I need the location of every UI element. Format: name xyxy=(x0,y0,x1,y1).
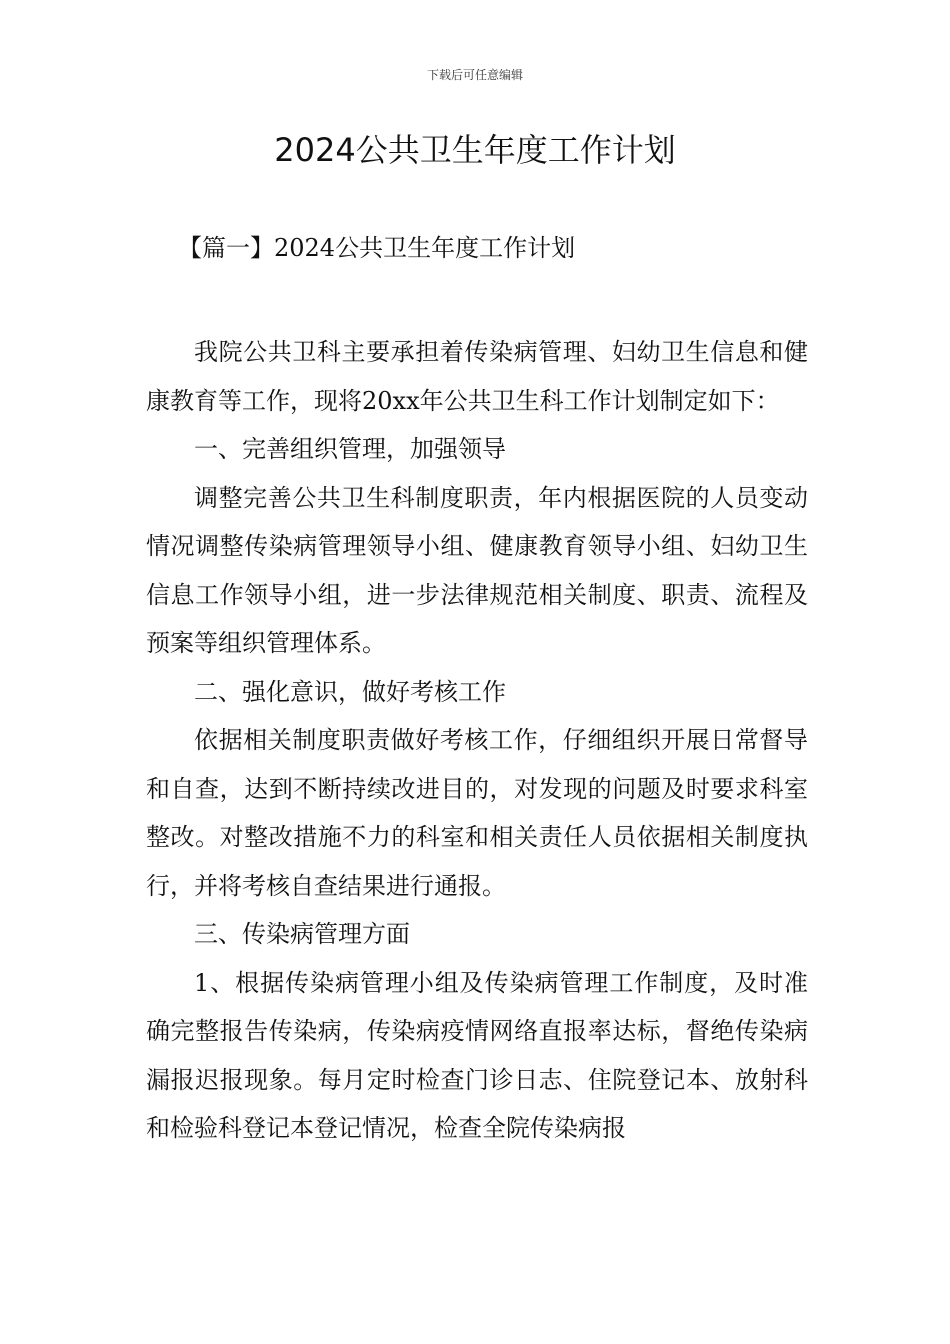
header-note: 下载后可任意编辑 xyxy=(426,68,523,82)
document-title: 2024公共卫生年度工作计划 xyxy=(274,131,676,169)
section-heading: 【篇一】2024公共卫生年度工作计划 xyxy=(178,234,576,262)
paragraph-item-3-1: 1、根据传染病管理小组及传染病管理工作制度，及时准确完整报告传染病，传染病疫情网络直报率达标，督绝传染病漏报迟报现象。每月定时检查门诊日志、住院登记本、放射科和检验科登记本登记情况，检查全院传染病报 xyxy=(146,968,808,1142)
heading-item-2: 二、强化意识，做好考核工作 xyxy=(194,677,506,706)
document-body xyxy=(146,328,808,1153)
paragraph-intro: 我院公共卫科主要承担着传染病管理、妇幼卫生信息和健康教育等工作，现将20xx年公共卫生科工作计划制定如下： xyxy=(146,338,808,415)
paragraph-item-1: 调整完善公共卫生科制度职责，年内根据医院的人员变动情况调整传染病管理领导小组、健康教育领导小组、妇幼卫生信息工作领导小组，进一步法律规范相关制度、职责、流程及预案等组织管理体系。 xyxy=(146,483,808,657)
heading-item-3: 三、传染病管理方面 xyxy=(194,920,410,948)
heading-item-1: 一、完善组织管理，加强领导 xyxy=(194,435,506,463)
paragraph-item-2: 依据相关制度职责做好考核工作，仔细组织开展日常督导和自查，达到不断持续改进目的，对发现的问题及时要求科室整改。对整改措施不力的科室和相关责任人员依据相关制度执行，并将考核自查结果进行通报。 xyxy=(146,726,808,900)
